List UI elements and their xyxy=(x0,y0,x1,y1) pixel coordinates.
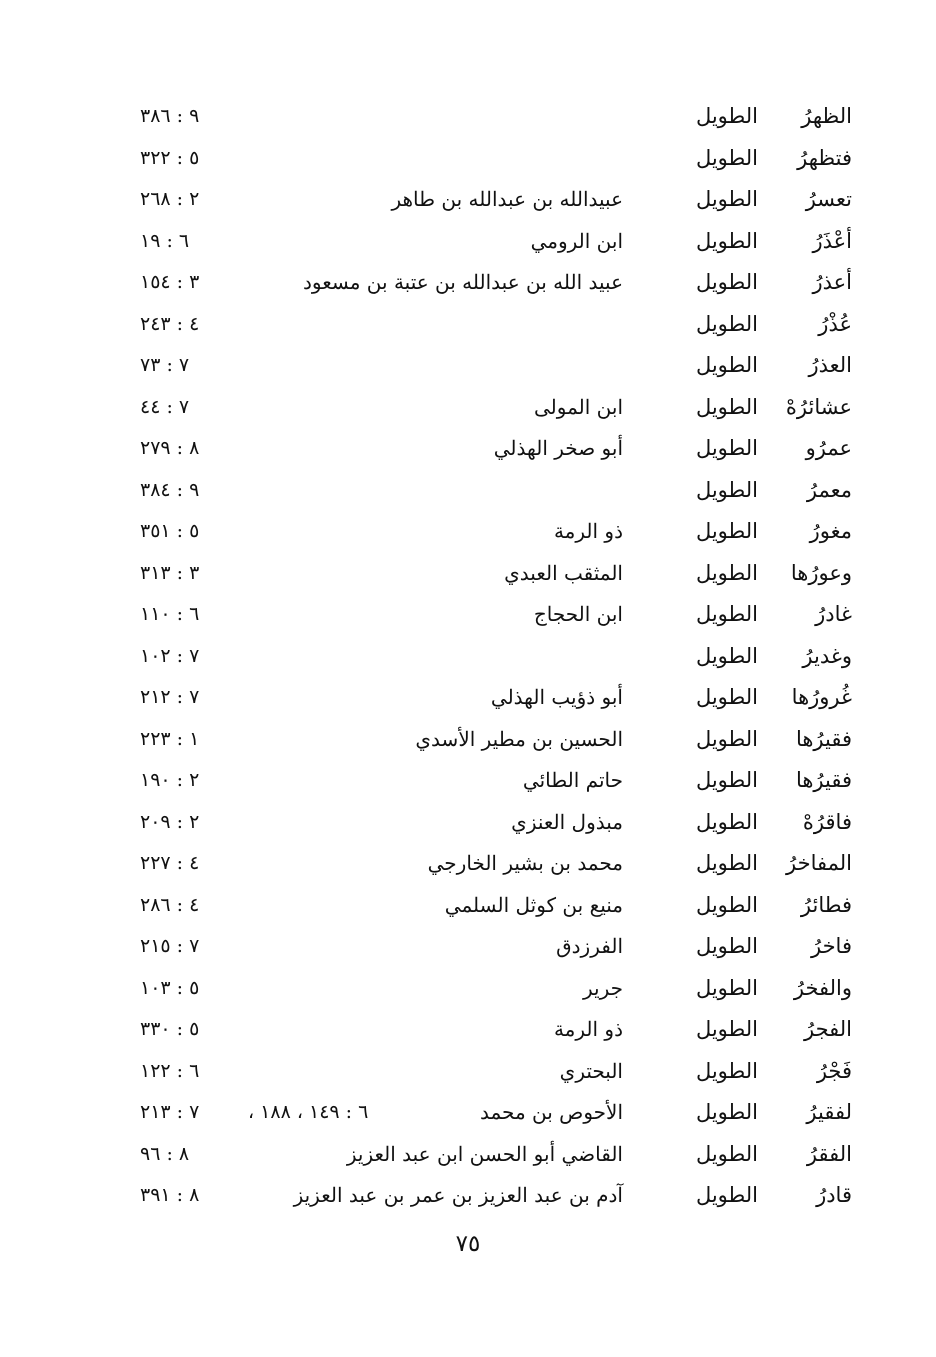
poetic-meter: الطويل xyxy=(695,1058,758,1083)
rhyme-word: غادرُ xyxy=(815,602,852,626)
poetic-meter: الطويل xyxy=(695,270,758,294)
poetic-meter: الطويل xyxy=(695,104,758,128)
poet-name: محمد بن بشير الخارجي xyxy=(427,851,623,875)
poetic-meter: الطويل xyxy=(695,311,758,336)
rhyme-word: لفقيرُ xyxy=(806,1100,852,1124)
poetic-meter: الطويل xyxy=(695,1017,758,1041)
poet-name: ذو الرمة xyxy=(553,519,623,543)
volume-page-reference: ٥ : ٣٣٠ xyxy=(140,1018,200,1040)
poetic-meter: الطويل xyxy=(695,809,758,834)
index-entry-row xyxy=(0,428,936,470)
poet-name: البحتري xyxy=(559,1058,623,1083)
index-entry-row xyxy=(0,262,936,304)
rhyme-word: وغديرُ xyxy=(802,643,852,668)
index-entry-row xyxy=(0,636,936,678)
index-entry-row xyxy=(0,843,936,885)
poetic-meter: الطويل xyxy=(695,228,758,253)
poet-name: جرير xyxy=(583,975,623,1000)
volume-page-reference: ٦ : ١١٠ xyxy=(140,603,200,625)
index-entry-row xyxy=(0,470,936,512)
rhyme-word: معمرُ xyxy=(806,477,852,502)
additional-references: ٦ : ١٤٩ ، ١٨٨ ، xyxy=(248,1101,369,1123)
index-entry-row xyxy=(0,968,936,1010)
poet-name: الأحوص بن محمد xyxy=(479,1100,623,1124)
index-entry-row xyxy=(0,1051,936,1093)
volume-page-reference: ٣ : ١٥٤ xyxy=(140,271,200,293)
rhyme-word: فتظهرُ xyxy=(797,145,852,170)
index-entry-row xyxy=(0,221,936,263)
volume-page-reference: ٦ : ١٩ xyxy=(140,229,190,252)
poet-name: حاتم الطائي xyxy=(522,768,623,792)
poetic-meter: الطويل xyxy=(695,851,758,875)
rhyme-word: فقيرُها xyxy=(795,726,852,751)
volume-page-reference: ٢ : ١٩٠ xyxy=(140,769,200,791)
index-entry-row xyxy=(0,1175,936,1217)
index-entry-row xyxy=(0,553,936,595)
poet-name: المثقب العبدي xyxy=(504,560,623,585)
volume-page-reference: ٥ : ١٠٣ xyxy=(140,976,200,999)
index-entry-row xyxy=(0,1009,936,1051)
volume-page-reference: ٤ : ٢٤٣ xyxy=(140,312,200,335)
poet-name: ذو الرمة xyxy=(553,1017,623,1041)
rhyme-word: فطائرُ xyxy=(800,892,852,917)
poetic-meter: الطويل xyxy=(695,768,758,792)
index-entry-row xyxy=(0,1134,936,1176)
volume-page-reference: ٢ : ٢٠٩ xyxy=(140,810,200,833)
index-entry-row xyxy=(0,677,936,719)
rhyme-word: مغورُ xyxy=(809,519,852,543)
index-entry-row xyxy=(0,387,936,429)
rhyme-word: فَجْرُ xyxy=(816,1058,852,1083)
poetic-meter: الطويل xyxy=(695,1100,758,1124)
volume-page-reference: ٦ : ١٢٢ xyxy=(140,1059,200,1082)
poet-name: ابن المولى xyxy=(533,394,623,419)
index-entry-row xyxy=(0,345,936,387)
volume-page-reference: ٤ : ٢٨٦ xyxy=(140,893,200,916)
volume-page-reference: ٧ : ٧٣ xyxy=(140,354,190,376)
index-entry-row xyxy=(0,304,936,346)
volume-page-reference: ٩ : ٣٨٦ xyxy=(140,105,200,127)
poetic-meter: الطويل xyxy=(695,145,758,170)
poet-name: عبيدالله بن عبدالله بن طاهر xyxy=(391,187,623,211)
rhyme-word: فاخرُ xyxy=(810,934,852,958)
poetic-meter: الطويل xyxy=(695,975,758,1000)
rhyme-word: فقيرُها xyxy=(795,768,852,792)
poetic-meter: الطويل xyxy=(695,1141,758,1166)
poetic-meter: الطويل xyxy=(695,685,758,709)
poetic-meter: الطويل xyxy=(695,394,758,419)
volume-page-reference: ٨ : ٣٩١ xyxy=(140,1184,200,1206)
poetic-meter: الطويل xyxy=(695,892,758,917)
volume-page-reference: ٧ : ١٠٢ xyxy=(140,644,200,667)
index-entry-row xyxy=(0,719,936,761)
poet-name: منيع بن كوثل السلمي xyxy=(444,892,623,917)
index-entry-row xyxy=(0,926,936,968)
volume-page-reference: ٣ : ٣١٣ xyxy=(140,561,200,584)
poetic-meter: الطويل xyxy=(695,1183,758,1207)
poet-name: ابن الحجاج xyxy=(533,602,623,626)
volume-page-reference: ٨ : ٩٦ xyxy=(140,1142,190,1165)
index-entry-row xyxy=(0,1092,936,1134)
poet-name: عبيد الله بن عبدالله بن عتبة بن مسعود xyxy=(303,270,623,294)
poetic-meter: الطويل xyxy=(695,934,758,958)
volume-page-reference: ٤ : ٢٢٧ xyxy=(140,852,200,874)
poet-name: مبذول العنزي xyxy=(511,809,623,834)
volume-page-reference: ٢ : ٢٦٨ xyxy=(140,188,200,210)
rhyme-word: الفجرُ xyxy=(804,1017,852,1041)
rhyme-word: الظهرُ xyxy=(801,104,852,128)
rhyme-word: تعسرُ xyxy=(805,187,852,211)
rhyme-word: فاقرُهْ xyxy=(802,809,852,834)
rhyme-word: عشائرُهْ xyxy=(785,394,852,419)
rhyme-word: المفاخرُ xyxy=(786,851,852,875)
volume-page-reference: ٧ : ٢١٢ xyxy=(140,686,200,708)
rhyme-index-list xyxy=(0,96,936,1217)
rhyme-word: وعورُها xyxy=(790,560,852,585)
volume-page-reference: ١ : ٢٢٣ xyxy=(140,727,200,750)
page-number: ٧٥ xyxy=(455,1231,481,1257)
poet-name: الحسين بن مطير الأسدي xyxy=(415,726,623,751)
rhyme-word: الفقرُ xyxy=(806,1141,852,1166)
rhyme-word: العذرُ xyxy=(808,353,852,377)
rhyme-word: عمرُو xyxy=(805,436,852,460)
index-entry-row xyxy=(0,138,936,180)
poetic-meter: الطويل xyxy=(695,643,758,668)
rhyme-word: قادرُ xyxy=(816,1183,852,1207)
poetic-meter: الطويل xyxy=(695,353,758,377)
volume-page-reference: ٩ : ٣٨٤ xyxy=(140,478,200,501)
poetic-meter: الطويل xyxy=(695,560,758,585)
poetic-meter: الطويل xyxy=(695,726,758,751)
rhyme-word: أعذرُ xyxy=(812,270,852,294)
index-entry-row xyxy=(0,802,936,844)
rhyme-word: غُرورُها xyxy=(791,685,852,709)
poet-name: أبو ذؤيب الهذلي xyxy=(490,685,623,709)
index-entry-row xyxy=(0,885,936,927)
poet-name: أبو صخر الهذلي xyxy=(493,436,623,460)
index-entry-row xyxy=(0,594,936,636)
volume-page-reference: ٧ : ٢١٣ xyxy=(140,1101,200,1123)
poetic-meter: الطويل xyxy=(695,187,758,211)
volume-page-reference: ٥ : ٣٥١ xyxy=(140,520,200,542)
poetic-meter: الطويل xyxy=(695,519,758,543)
poetic-meter: الطويل xyxy=(695,477,758,502)
index-entry-row xyxy=(0,760,936,802)
poet-name: ابن الرومي xyxy=(530,228,623,253)
index-entry-row xyxy=(0,511,936,553)
poet-name: القاضي أبو الحسن ابن عبد العزيز xyxy=(346,1141,623,1166)
poet-name: الفرزدق xyxy=(556,934,623,958)
rhyme-word: عُذْرُ xyxy=(818,311,852,336)
volume-page-reference: ٥ : ٣٢٢ xyxy=(140,146,200,169)
index-entry-row xyxy=(0,96,936,138)
rhyme-word: أعْذَرُ xyxy=(812,228,852,253)
volume-page-reference: ٧ : ٤٤ xyxy=(140,395,190,418)
poetic-meter: الطويل xyxy=(695,436,758,460)
poetic-meter: الطويل xyxy=(695,602,758,626)
volume-page-reference: ٧ : ٢١٥ xyxy=(140,935,200,957)
index-entry-row xyxy=(0,179,936,221)
volume-page-reference: ٨ : ٢٧٩ xyxy=(140,437,200,459)
poet-name: آدم بن عبد العزيز بن عمر بن عبد العزيز xyxy=(293,1183,623,1207)
rhyme-word: والفخرُ xyxy=(793,975,852,1000)
